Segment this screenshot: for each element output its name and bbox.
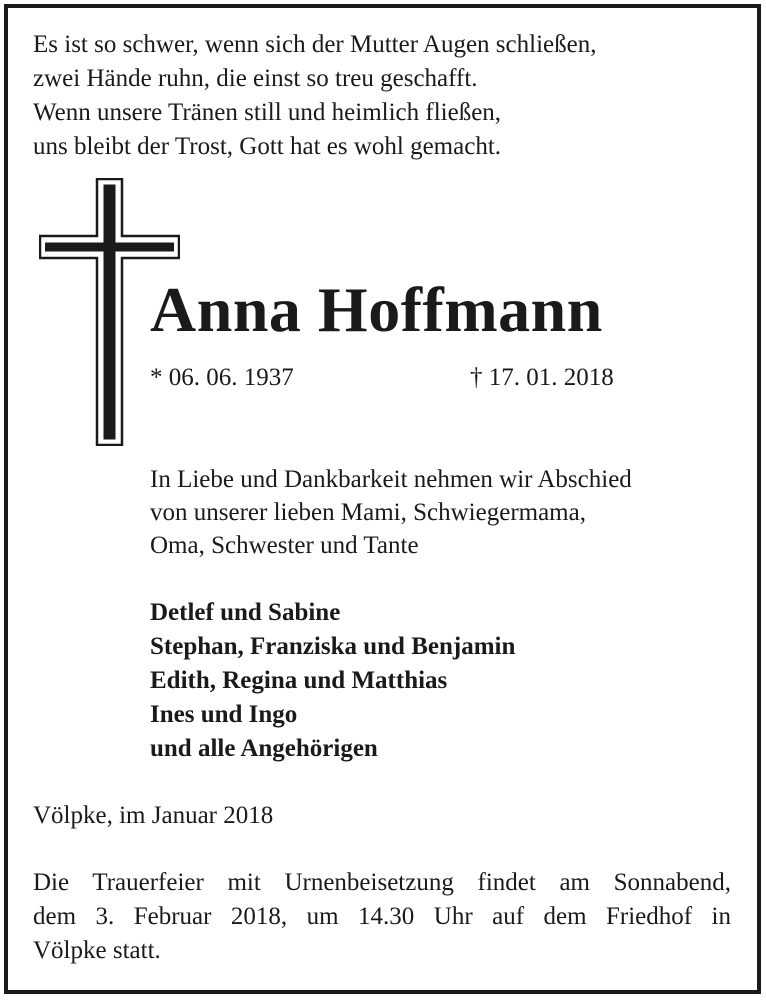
mourners-list <box>150 596 515 766</box>
farewell-line: Oma, Schwester und Tante <box>150 532 419 559</box>
farewell-text <box>150 463 632 562</box>
farewell-line: In Liebe und Dankbarkeit nehmen wir Abschied <box>150 466 632 493</box>
funeral-notice <box>33 866 731 968</box>
mourner-entry: Stephan, Franziska und Benjamin <box>150 633 516 660</box>
mourner-entry: Detlef und Sabine <box>150 599 341 626</box>
funeral-line: dem 3. Februar 2018, um 14.30 Uhr auf dem Friedhof in <box>33 903 731 930</box>
poem-line: Wenn unsere Tränen still und heimlich fließen, <box>33 99 502 126</box>
deceased-name: Anna Hoffmann <box>150 274 603 345</box>
poem-line: zwei Hände ruhn, die einst so treu geschafft. <box>33 65 478 92</box>
poem-line: uns bleibt der Trost, Gott hat es wohl gemacht. <box>33 133 502 160</box>
farewell-line: von unserer lieben Mami, Schwiegermama, <box>150 499 586 526</box>
place-and-date: Völpke, im Januar 2018 <box>33 802 274 829</box>
mourner-entry: Edith, Regina und Matthias <box>150 667 448 694</box>
mourner-entry: und alle Angehörigen <box>150 735 378 762</box>
death-date: † 17. 01. 2018 <box>470 364 614 391</box>
mourner-entry: Ines und Ingo <box>150 701 298 728</box>
memorial-poem <box>33 28 596 164</box>
funeral-line: Völpke statt. <box>33 937 161 964</box>
poem-line: Es ist so schwer, wenn sich der Mutter Augen schließen, <box>33 31 597 58</box>
birth-date: * 06. 06. 1937 <box>150 364 294 391</box>
funeral-line: Die Trauerfeier mit Urnenbeisetzung findet am Sonnabend, <box>33 869 731 896</box>
